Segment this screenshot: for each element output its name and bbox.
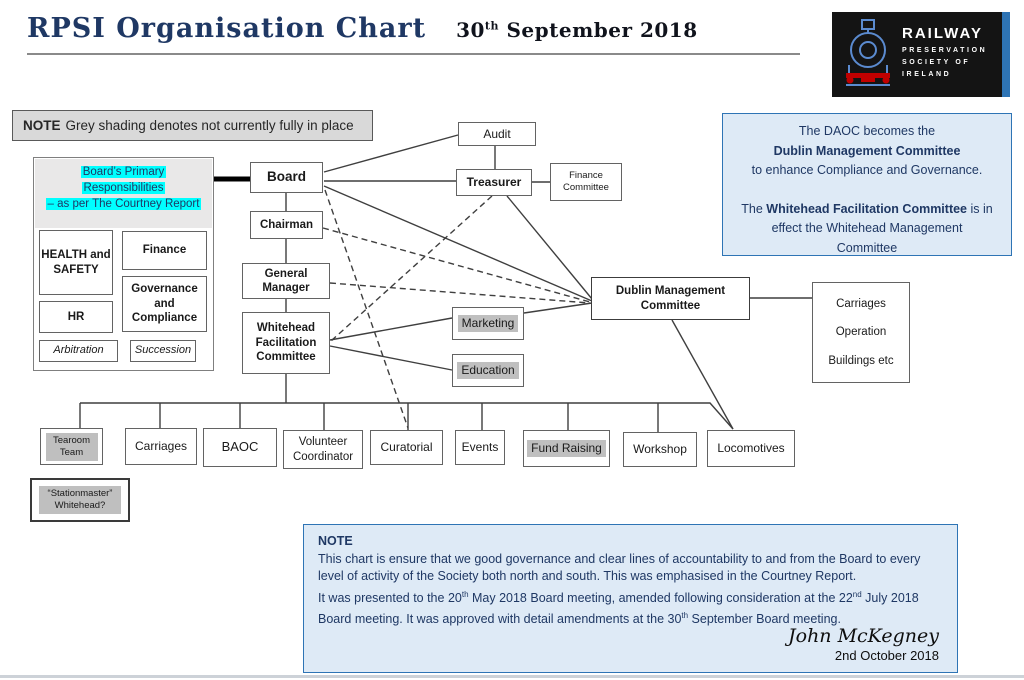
node-dublin-operations	[812, 282, 910, 383]
daoc-note	[722, 113, 1012, 256]
signature-block	[788, 625, 939, 664]
daoc-line6: Committee	[836, 240, 898, 255]
tearoom-team-label: Tearoom Team	[46, 433, 98, 461]
node-education	[452, 354, 524, 387]
node-whitehead-facilitation-committee: Whitehead Facilitation Committee	[242, 312, 330, 374]
p2-seg-a: It was presented to the 20	[318, 590, 462, 605]
logo-wordmark	[902, 25, 1002, 78]
daoc-line4-bold: Whitehead Facilitation Committee	[766, 201, 968, 216]
signature-name: John McKegney	[788, 625, 939, 647]
node-governance-compliance: Governance and Compliance	[122, 276, 207, 332]
ops-operation: Operation	[835, 326, 887, 339]
resp-header-line1: Board’s Primary	[82, 166, 165, 178]
responsibilities-header	[35, 159, 212, 228]
node-fund-raising	[523, 430, 610, 467]
date-ordinal: th	[484, 19, 499, 33]
date-rest: September 2018	[499, 18, 698, 42]
node-carriages: Carriages	[125, 428, 197, 465]
note-text: Grey shading denotes not currently fully in place	[65, 118, 354, 133]
page-header	[27, 13, 698, 44]
node-treasurer: Treasurer	[456, 169, 532, 196]
p2-sup-a: th	[461, 589, 469, 599]
resp-header-line2: Responsibilities	[83, 182, 164, 194]
node-stationmaster-whitehead	[30, 478, 130, 522]
daoc-line2: Dublin Management Committee	[773, 143, 961, 158]
node-general-manager: General Manager	[242, 263, 330, 299]
p2-seg-b: May 2018 Board meeting, amended following consideration at the 22	[468, 590, 853, 605]
bottom-note-paragraph1: This chart is ensure that we good governance and clear lines of accountability to and from the Board to every level of activity of the Society both north and south. This was emphasised in the Courtney Report.	[318, 551, 921, 583]
page-title: RPSI Organisation Chart	[27, 13, 427, 44]
page-date	[456, 18, 698, 42]
node-board: Board	[250, 162, 323, 193]
ops-carriages: Carriages	[836, 297, 886, 310]
daoc-line4	[723, 200, 1011, 220]
node-audit: Audit	[458, 122, 536, 146]
bottom-note	[303, 524, 958, 673]
signature-date: 2nd October 2018	[834, 647, 939, 663]
node-arbitration: Arbitration	[39, 340, 118, 362]
p2-sup-c: th	[681, 611, 689, 621]
node-tearoom-team	[40, 428, 103, 465]
ops-buildings: Buildings etc	[828, 354, 894, 367]
node-health-safety: HEALTH and SAFETY	[39, 230, 113, 295]
stationmaster-label: “Stationmaster” Whitehead?	[39, 486, 121, 514]
education-label: Education	[457, 362, 518, 379]
node-volunteer-coordinator: Volunteer Coordinator	[283, 430, 363, 469]
grey-shading-note	[12, 110, 373, 141]
daoc-line5: effect the Whitehead Management	[771, 221, 963, 235]
node-curatorial: Curatorial	[370, 430, 443, 465]
date-day: 30	[456, 18, 485, 42]
node-events: Events	[455, 430, 505, 465]
p2-seg-c: July 2018 Board meeting. It was approved with detail amendments at the 30	[318, 590, 919, 627]
logo-line-ireland: IRELAND	[902, 71, 952, 78]
bottom-note-paragraph2	[318, 586, 943, 629]
daoc-line1: The DAOC becomes the	[798, 124, 936, 138]
node-hr: HR	[39, 301, 113, 333]
rpsi-logo	[832, 12, 1010, 97]
node-locomotives: Locomotives	[707, 430, 795, 467]
logo-line-railway: RAILWAY	[902, 25, 983, 42]
node-finance-committee: Finance Committee	[550, 163, 622, 201]
node-succession: Succession	[130, 340, 196, 362]
node-workshop: Workshop	[623, 432, 697, 467]
marketing-label: Marketing	[458, 315, 519, 332]
daoc-line4-pre: The	[741, 201, 767, 216]
note-label: NOTE	[23, 118, 61, 133]
p2-seg-d: September Board meeting.	[688, 612, 841, 627]
daoc-line3: to enhance Compliance and Governance.	[751, 163, 983, 177]
resp-header-line3: – as per The Courtney Report	[47, 198, 200, 210]
window-bottom-edge	[0, 675, 1024, 678]
logo-line-preservation: PRESERVATION	[902, 47, 988, 54]
title-underline	[27, 53, 800, 55]
logo-blue-stripe	[1002, 12, 1010, 97]
bottom-note-label: NOTE	[318, 534, 353, 548]
logo-line-society: SOCIETY OF	[902, 59, 971, 66]
fund-raising-label: Fund Raising	[527, 440, 606, 457]
steam-locomotive-icon	[840, 17, 896, 91]
node-dublin-management-committee: Dublin Management Committee	[591, 277, 750, 320]
board-responsibilities-panel	[33, 157, 214, 371]
node-baoc: BAOC	[203, 428, 277, 467]
node-marketing	[452, 307, 524, 340]
node-chairman: Chairman	[250, 211, 323, 239]
p2-sup-b: nd	[852, 589, 862, 599]
daoc-line4-post: is in	[967, 201, 993, 216]
node-finance: Finance	[122, 231, 207, 270]
